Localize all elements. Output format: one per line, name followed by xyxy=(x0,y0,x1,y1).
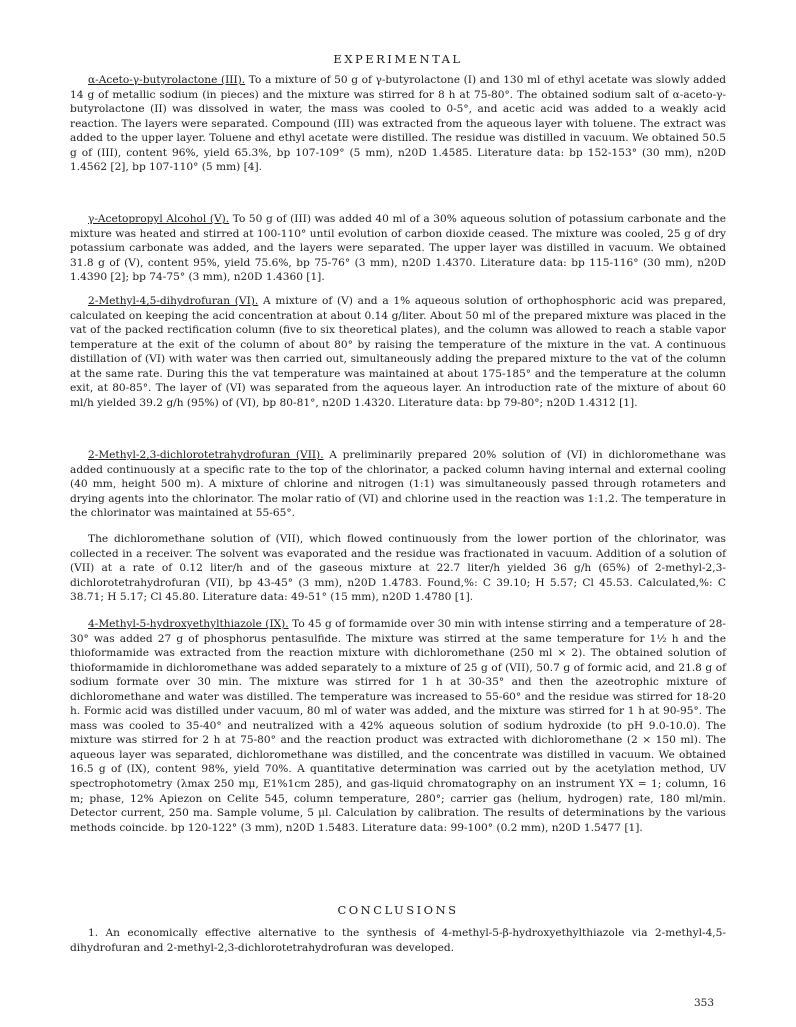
compound-heading: α-Aceto-γ-butyrolactone (III). xyxy=(88,74,246,86)
paragraph-acetopropyl-alcohol xyxy=(70,212,726,285)
paragraph-text: A preliminarily prepared 20% solution of (VI) in dichloromethane was added continuously at a specific rate to the top of the chlorinator, a packed column having internal and external cooling (40 mm, height 500 m). A mixture of chlorine and nitrogen (1:1) was simultaneously passed through rotameters and drying agents into the chlorinator. The molar ratio of (VI) and chlorine used in the reaction was 1:1.2. The temperature in the chlorinator was maintained at 55-65°. xyxy=(70,449,726,520)
section-heading-conclusions: CONCLUSIONS xyxy=(337,903,459,917)
paragraph-text: To a mixture of 50 g of γ-butyrolactone (I) and 130 ml of ethyl acetate was slowly added 14 g of metallic sodium (in pieces) and the mixture was stirred for 8 h at 75-80°. The obtained sodium salt of α-aceto-γ-butyrolactone (II) was dissolved in water, the mass was cooled to 0-5°, and acetic acid was added to a weakly acid reaction. The layers were separated. Compound (III) was extracted from the aqueous layer with toluene. The extract was added to the upper layer. Toluene and ethyl acetate were distilled. The residue was distilled in vacuum. We obtained 50.5 g of (III), content 96%, yield 65.3%, bp 107-109° (5 mm), n20D 1.4585. Literature data: bp 152-153° (30 mm), n20D 1.4562 [2], bp 107-110° (5 mm) [4]. xyxy=(70,74,727,174)
conclusion-item: 1. An economically effective alternative to the synthesis of 4-methyl-5-β-hydroxyethylthiazole via 2-methyl-4,5-dihydrofuran and 2-methyl-2,3-dichlorotetrahydrofuran was developed. xyxy=(70,927,726,954)
paragraph-methyl-dihydrofuran xyxy=(70,294,726,410)
compound-heading: 4-Methyl-5-hydroxyethylthiazole (IX). xyxy=(88,618,289,630)
paragraph-dichlorotetrahydrofuran xyxy=(70,448,726,521)
paragraph-text: To 45 g of formamide over 30 min with intense stirring and a temperature of 28-30° was added 27 g of phosphorus pentasulfide. The mixture was stirred at the same temperature for 1½ h and the thioformamide was extracted from the reaction mixture with dichloromethane (250 ml × 2). The obtained solution of thioformamide in dichloromethane was added separately to a mixture of 25 g of (VII), 50.7 g of formic acid, and 21.8 g of sodium formate over 30 min. The mixture was stirred for 1 h at 30-35° and then the azeotrophic mixture of dichloromethane and water was distilled. The temperature was increased to 55-60° and the residue was stirred for 18-20 h. Formic acid was distilled under vacuum, 80 ml of water was added, and the mixture was stirred for 1 h at 90-95°. The mass was cooled to 35-40° and neutralized with a 42% aqueous solution of sodium hydroxide (to pH 9.0-10.0). The mixture was stirred for 2 h at 75-80° and the reaction product was extracted with dichloromethane (2 × 150 ml). The aqueous layer was separated, dichloromethane was distilled, and the concentrate was distilled in vacuum. We obtained 16.5 g of (IX), content 98%, yield 70%. A quantitative determination was carried out by the acetylation method, UV spectrophotometry (λmax 250 mμ, E1%1cm 285), and gas-liquid chromatography on an instrument YX = 1; column, 16 m; phase, 12% Apiezon on Celite 545, column temperature, 280°; carrier gas (helium, hydrogen) rate, 180 ml/min. Detector current, 250 ma. Sample volume, 5 μl. Calculation by calibration. The results of determinations by the various methods coincide. bp 120-122° (3 mm), n20D 1.5483. Literature data: 99-100° (0.2 mm), n20D 1.5477 [1]. xyxy=(70,618,726,834)
section-heading-experimental: EXPERIMENTAL xyxy=(333,52,463,66)
paragraph-text: To 50 g of (III) was added 40 ml of a 30% aqueous solution of potassium carbonate and the mixture was heated and stirred at 100-110° until evolution of carbon dioxide ceased. The mixture was cooled, 25 g of dry potassium carbonate was added, and the layers were separated. The upper layer was distilled in vacuum. We obtained 31.8 g of (V), content 95%, yield 75.6%, bp 75-76° (3 mm), n20D 1.4370. Literature data: bp 115-116° (30 mm), n20D 1.4390 [2]; bp 74-75° (3 mm), n20D 1.4360 [1]. xyxy=(70,213,726,284)
compound-heading: 2-Methyl-4,5-dihydrofuran (VI). xyxy=(88,295,259,307)
paragraph-text: A mixture of (V) and a 1% aqueous solution of orthophosphoric acid was prepared, calculated on keeping the acid concentration at about 0.14 g/liter. About 50 ml of the prepared mixture was placed in the vat of the packed rectification column (five to six theoretical plates), and the column was allowed to reach a stable vapor temperature at the exit of the column of about 80° by raising the temperature of the mixture in the vat. A continuous distillation of (VI) with water was then carried out, simultaneously adding the prepared mixture to the vat of the column at the same rate. During this the vat temperature was maintained at about 175-185° and the temperature at the column exit, at 80-85°. The layer of (VI) was separated from the aqueous layer. An introduction rate of the mixture of about 60 ml/h yielded 39.2 g/h (95%) of (VI), bp 80-81°, n20D 1.4320. Literature data: bp 79-80°; n20D 1.4312 [1]. xyxy=(70,295,726,409)
paragraph-text: The dichloromethane solution of (VII), which flowed continuously from the lower portion of the chlorinator, was collected in a receiver. The solvent was evaporated and the residue was fractionated in vacuum. Addition of a solution of (VII) at a rate of 0.12 liter/h and of the gaseous mixture at 22.7 liter/h yielded 36 g/h (65%) of 2-methyl-2,3-dichlorotetrahydrofuran (VII), bp 43-45° (3 mm), n20D 1.4783. Found,%: C 39.10; H 5.57; Cl 45.53. Calculated,%: C 38.71; H 5.17; Cl 45.80. Literature data: 49-51° (15 mm), n20D 1.4780 [1]. xyxy=(70,533,726,604)
page-number: 353 xyxy=(694,997,715,1009)
paragraph-dichloromethane-solution xyxy=(70,532,726,605)
paragraph-hydroxyethylthiazole xyxy=(70,617,726,835)
compound-heading: γ-Acetopropyl Alcohol (V). xyxy=(88,213,230,225)
compound-heading: 2-Methyl-2,3-dichlorotetrahydrofuran (VII). xyxy=(88,449,324,461)
paragraph-aceto-butyrolactone xyxy=(70,73,726,175)
